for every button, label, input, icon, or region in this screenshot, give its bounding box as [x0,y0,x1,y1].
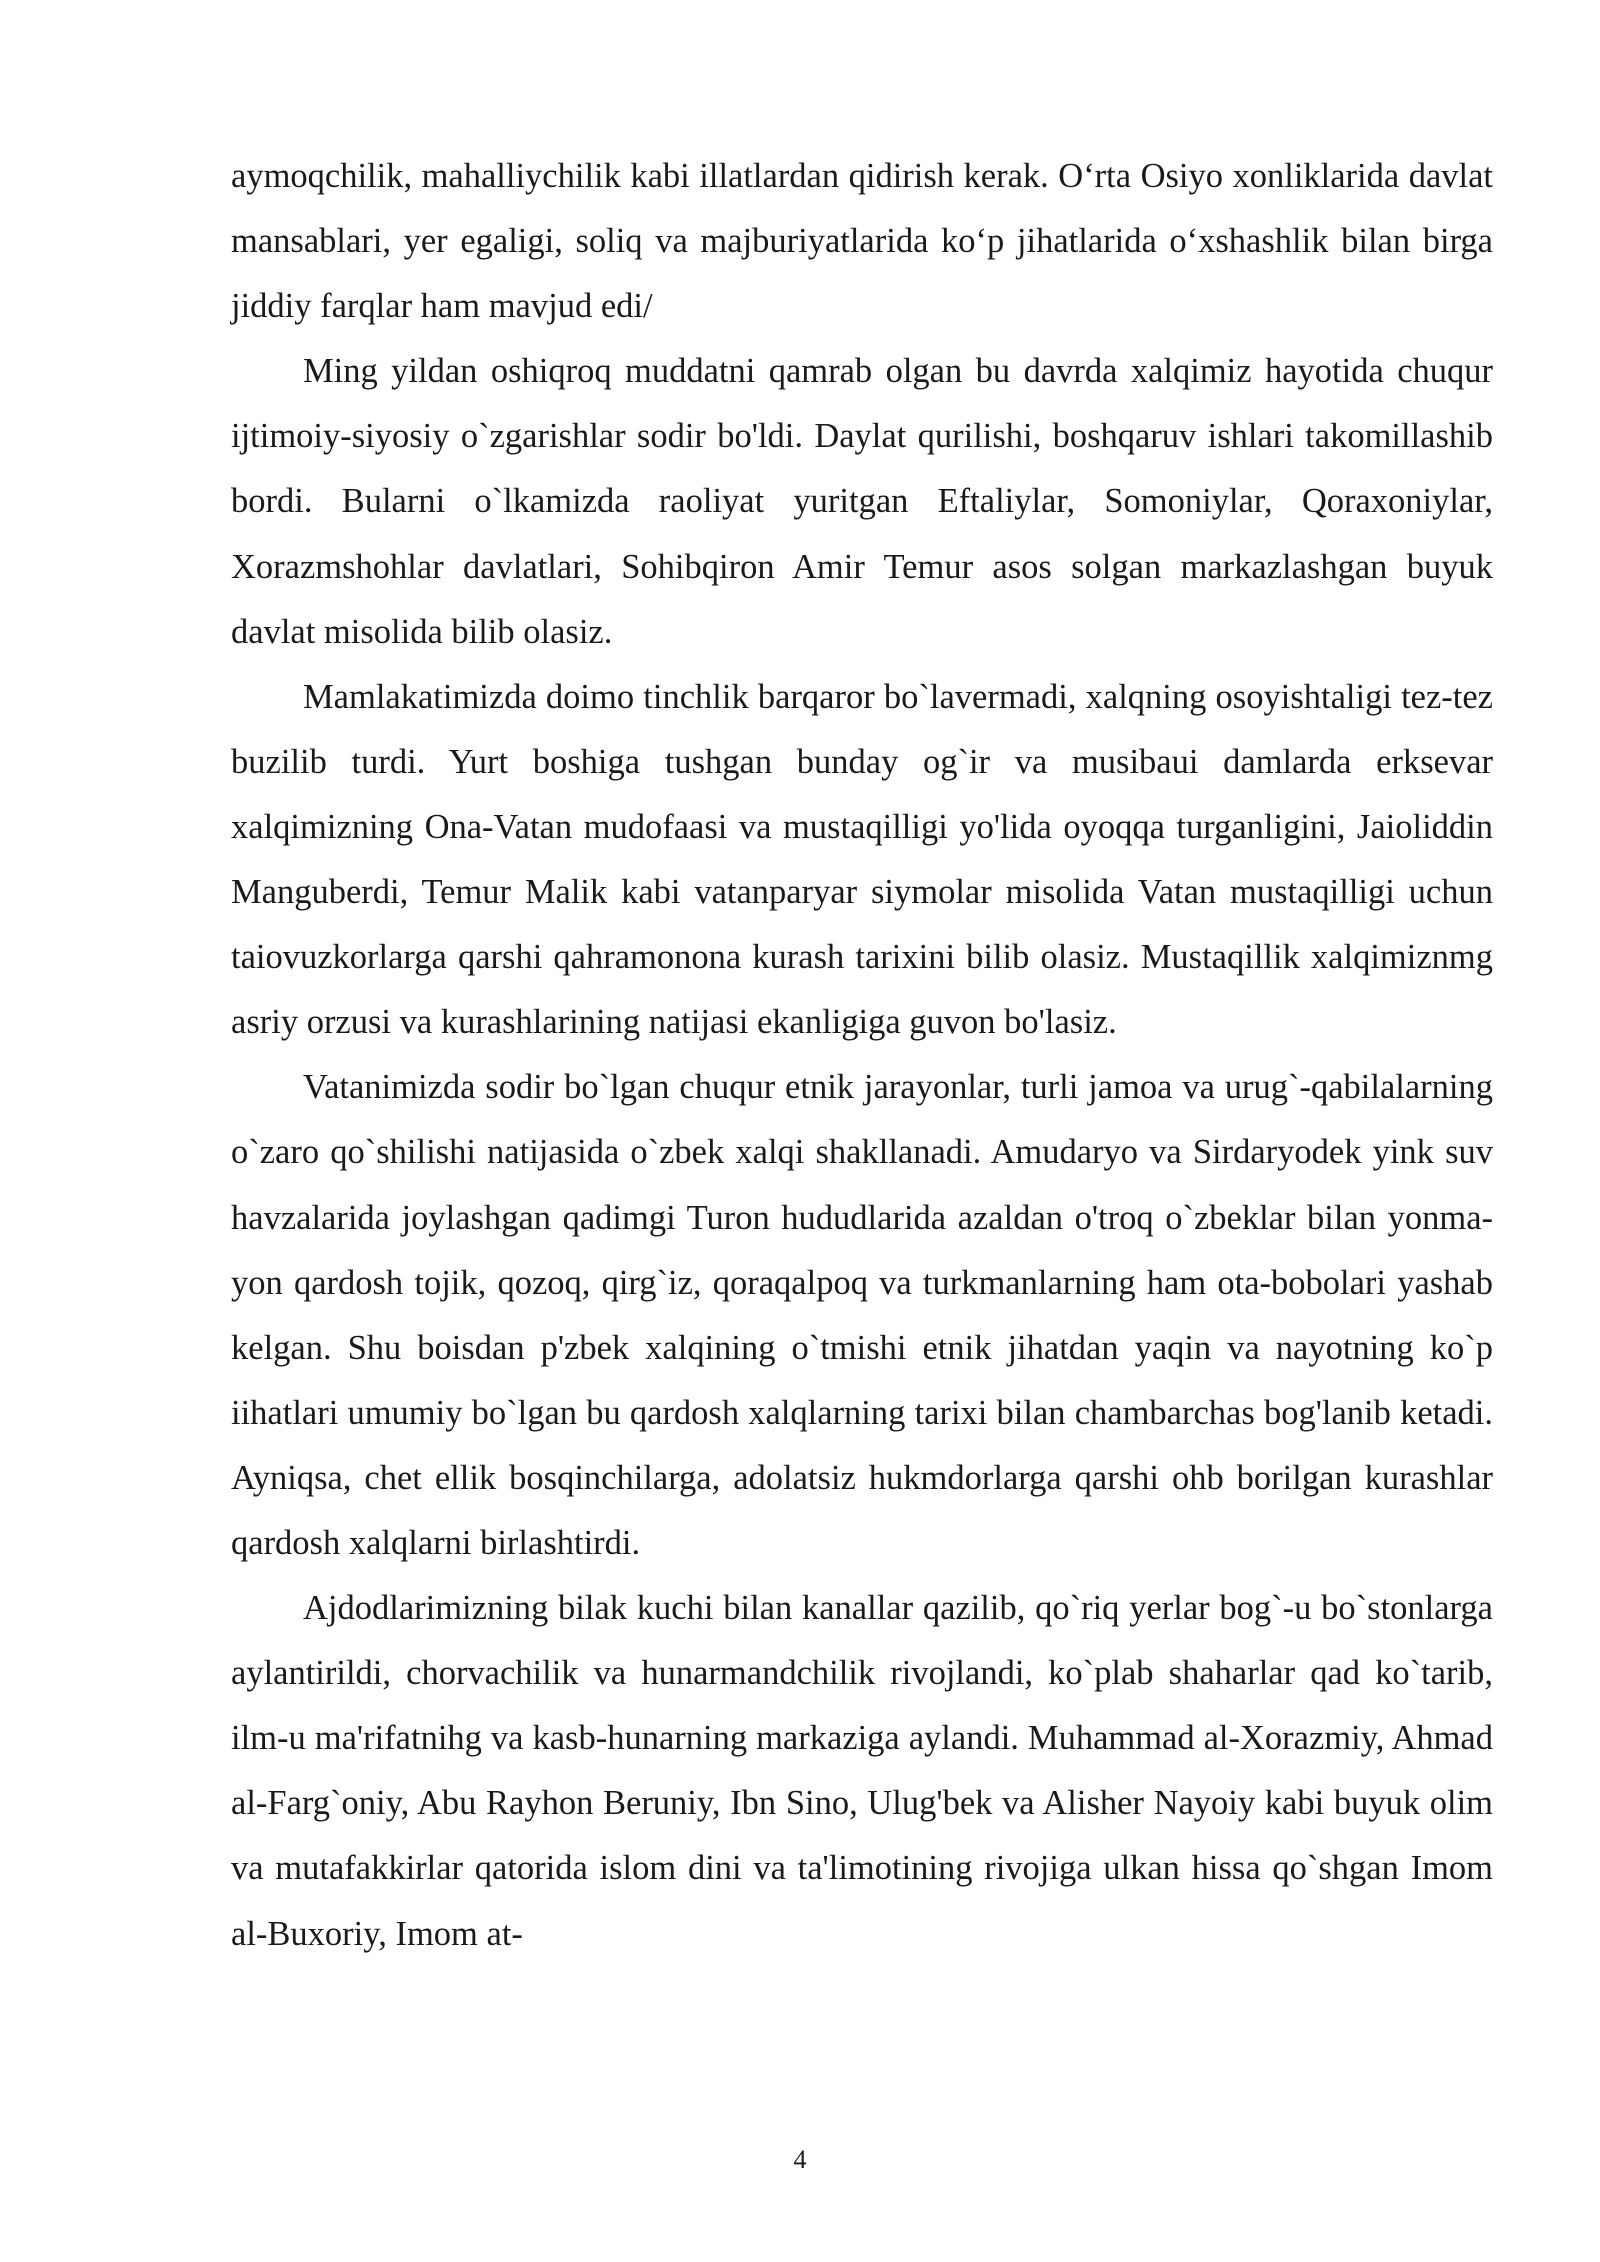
paragraph: Ming yildan oshiqroq muddatni qamrab olgan bu davrda xalqimiz hayotida chuqur ijtimoiy-siyosiy o`zgarishlar sodir bo'ldi. Daylat qurilishi, boshqaruv ishlari takomillashib bordi. Bularni o`lkamizda raoliyat yuritgan Eftaliylar, Somoniylar, Qoraxoniylar, Xorazmshohlar davlatlari, Sohibqiron Amir Temur asos solgan markazlashgan buyuk davlat misolida bilib olasiz. [231,352,1493,651]
paragraph-continuation: aymoqchilik, mahalliychilik kabi illatlardan qidirish kerak. O‘rta Osiyo xonliklarida davlat mansablari, yer egaligi, soliq va majburiyatlarida ko‘p jihatlarida o‘xshashlik bilan birga jiddiy farqlar ham mavjud edi/ [231,157,1493,326]
body-text [231,144,1493,1967]
paragraph: Vatanimizda sodir bo`lgan chuqur etnik jarayonlar, turli jamoa va urug`-qabilalarning o`zaro qo`shilishi natijasida o`zbek xalqi shakllanadi. Amudaryo va Sirdaryodek yink suv havzalarida joylashgan qadimgi Turon hududlarida azaldan o'troq o`zbeklar bilan yonma-yon qardosh tojik, qozoq, qirg`iz, qoraqalpoq va turkmanlarning ham ota-bobolari yashab kelgan. Shu boisdan p'zbek xalqining o`tmishi etnik jihatdan yaqin va nayotning ko`p iihatlari umumiy bo`lgan bu qardosh xalqlarning tarixi bilan chambarchas bog'lanib ketadi. Ayniqsa, chet ellik bosqinchilarga, adolatsiz hukmdorlarga qarshi ohb borilgan kurashlar qardosh xalqlarni birlashtirdi. [231,1068,1493,1562]
paragraph: Ajdodlarimizning bilak kuchi bilan kanallar qazilib, qo`riq yerlar bog`-u bo`stonlarga aylantirildi, chorvachilik va hunarmandchilik rivojlandi, ko`plab shaharlar qad ko`tarib, ilm-u ma'rifatnihg va kasb-hunarning markaziga aylandi. Muhammad al-Xorazmiy, Ahmad al-Farg`oniy, Abu Rayhon Beruniy, Ibn Sino, Ulug'bek va Alisher Nayoiy kabi buyuk olim va mutafakkirlar qatorida islom dini va ta'limotining rivojiga ulkan hissa qo`shgan Imom al-Buxoriy, Imom at- [231,1589,1493,1953]
page-number: 4 [793,2145,807,2174]
paragraph: Mamlakatimizda doimo tinchlik barqaror bo`lavermadi, xalqning osoyishtaligi tez-tez buzilib turdi. Yurt boshiga tushgan bunday og`ir va musibaui damlarda erksevar xalqimizning Ona-Vatan mudofaasi va mustaqilligi yo'lida oyoqqa turganligini, Jaioliddin Manguberdi, Temur Malik kabi vatanparyar siymolar misolida Vatan mustaqilligi uchun taiovuzkorlarga qarshi qahramonona kurash tarixini bilib olasiz. Mustaqillik xalqimiznmg asriy orzusi va kurashlarining natijasi ekanligiga guvon bo'lasiz. [231,677,1493,1042]
